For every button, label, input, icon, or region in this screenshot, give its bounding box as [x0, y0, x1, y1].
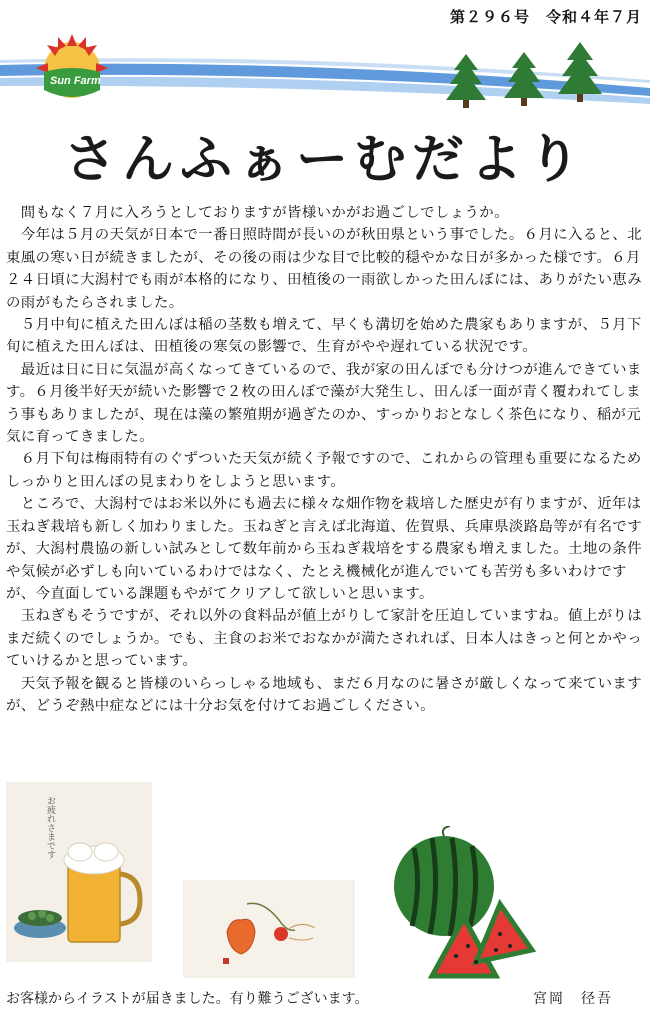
newsletter-title: さんふぁーむだより — [63, 130, 586, 190]
watermelon-illustration — [392, 826, 540, 980]
paragraph: ところで、大潟村ではお米以外にも過去に様々な畑作物を栽培した歴史が有りますが、近年は玉ねぎ栽培も新しく加わりました。玉ねぎと言えば北海道、佐賀県、兵庫県淡路島等が有名ですが、大潟村農協の新しい試みとして数年前から玉ねぎ栽培をする農家も増えました。土地の条件や気候が必ずしも向いているわけではなく、たとえ機械化が進んでいても苦労も多いわけですが、今直面している課題もやがてクリアして欲しいと思います。 — [6, 496, 642, 602]
paragraph: 今年は５月の天気が日本で一番日照時間が長いのが秋田県という事でした。６月に入ると、北東風の寒い日が続きましたが、その後の雨は少な目で比較的穏やかな日が多かった様です。６月２４日頃に大潟村でも雨が本格的になり、田植後の一雨欲しかった田んぼには、ありがたい恵みの雨がもたらされました。 — [6, 227, 642, 311]
paragraph: 間もなく７月に入ろうとしておりますが皆様いかがお過ごしでしょうか。 — [6, 205, 509, 221]
paragraph: ５月中旬に植えた田んぼは稲の茎数も増えて、早くも溝切を始めた農家もありますが、５月下旬に植えた田んぼは、田植後の寒気の影響で、生育がやや遅れている状況です。 — [6, 317, 642, 356]
berry-icon — [274, 927, 288, 941]
hozuki-illustration — [183, 880, 355, 978]
paragraph: 玉ねぎもそうですが、それ以外の食料品が値上がりして家計を圧迫していますね。値上がりはまだ続くのでしょうか。でも、主食のお米でおなかが満たされれば、日本人はきっと何とかやっていけるかと思っています。 — [6, 608, 642, 670]
paragraph: 最近は日に日に気温が高くなってきているので、我が家の田んぼでも分けつが進んできています。６月後半好天が続いた影響で２枚の田んぼで藻が大発生し、田んぼ一面が青く覆われてしまう事もありましたが、現在は藻の繁殖期が過ぎたのか、すっかりおとなしく茶色になり、稲が元気に育ってきました。 — [6, 361, 642, 446]
beer-caption: お疲れさまです — [45, 796, 55, 859]
author-name: 宮岡 径吾 — [533, 991, 613, 1007]
logo-text: Sun Farm — [50, 75, 101, 87]
watermelon-icon — [394, 836, 494, 936]
issue-number: 第２９６号 令和４年７月 — [449, 8, 642, 26]
paragraph: 天気予報を観ると皆様のいらっしゃる地域も、まだ６月なのに暑さが厳しくなって来ていますが、どうぞ熱中症などには十分お気を付けてお過ごしください。 — [6, 675, 642, 714]
article-body — [6, 202, 642, 717]
beer-illustration — [6, 782, 152, 962]
footer-note: お客様からイラストが届きました。有り難うございます。 — [6, 991, 369, 1007]
header-banner — [0, 30, 650, 120]
tree-icon — [558, 42, 602, 102]
sun-farm-logo-icon — [36, 34, 108, 98]
paragraph: ６月下旬は梅雨特有のぐずついた天気が続く予報ですので、これからの管理も重要になるためしっかりと田んぼの見まわりをしようと思います。 — [6, 451, 642, 490]
